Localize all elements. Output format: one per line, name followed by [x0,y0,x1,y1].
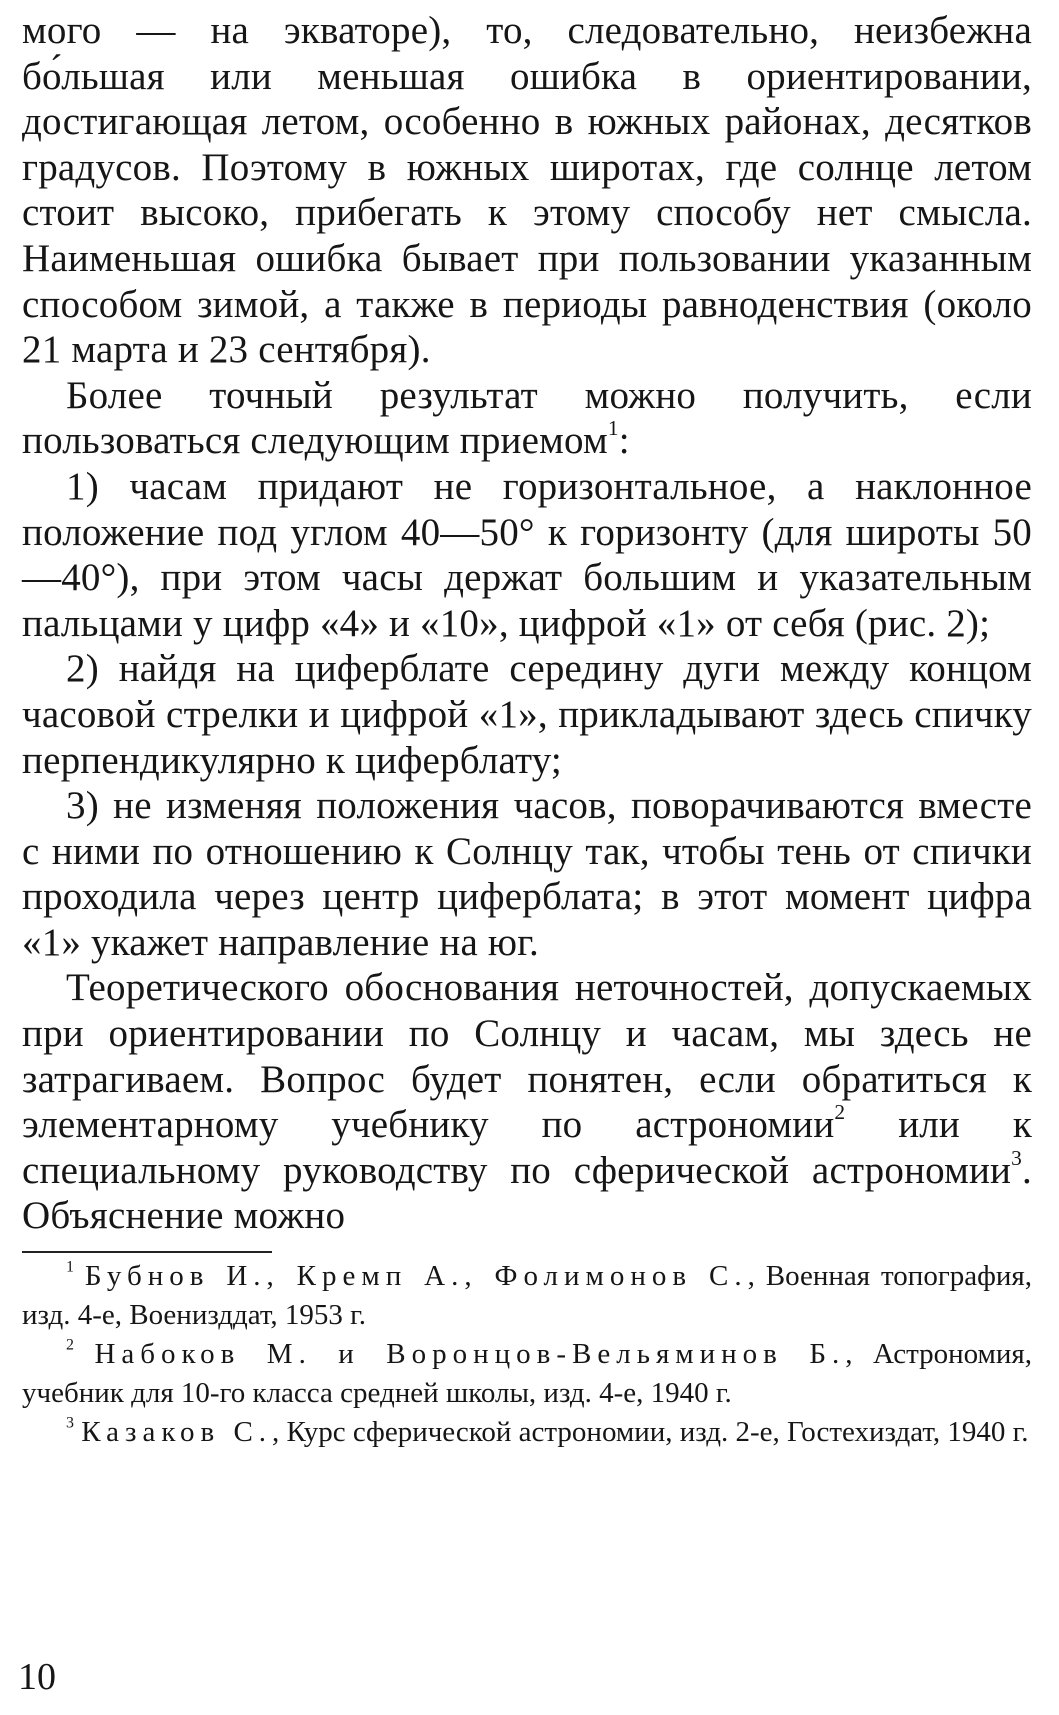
footnote-3 [22,1413,1032,1452]
page-number: 10 [18,1656,56,1698]
main-text [22,8,1032,1239]
footnote-text: , Астрономия, учебник для 10-го класса средней школы, изд. 4-е, 1940 г. [22,1338,1033,1410]
paragraph-method-intro [22,373,1032,464]
book-page [22,8,1032,1452]
footnote-1 [22,1257,1032,1335]
footnote-text: , Военная топография, изд. 4-е, Военизддат, 1953 г. [22,1260,1032,1332]
footnote-ref-3: 3 [1011,1145,1023,1170]
step-3: 3) не изменяя положения часов, поворачиваются вместе с ними по отношению к Солнцу так, чтобы тень от спички проходила через центр циферблата; в этот момент цифра «1» укажет направление на юг. [22,784,1032,964]
paragraph-theory-text-a: Теоретического обоснования неточностей, допускаемых при ориентировании по Солнцу и часам, мы здесь не затрагиваем. Вопрос будет понятен, если обратиться к элементарному учебнику по астрономии [22,966,1032,1147]
paragraph-theory [22,965,1032,1239]
paragraph-theory-text-c: . Объяснение можно [22,1148,1032,1238]
footnote-mark: 2 [66,1336,74,1354]
footnotes [22,1257,1032,1452]
footnote-authors: Набоков М. и Воронцов-Вельяминов Б. [94,1338,846,1371]
footnote-divider [22,1251,272,1253]
footnote-text: , Курс сферической астрономии, изд. 2-е, Гостехиздат, 1940 г. [272,1416,1029,1449]
step-2: 2) найдя на циферблате середину дуги между концом часовой стрелки и цифрой «1», прикладывают здесь спичку перпендикулярно к циферблату; [22,647,1032,782]
footnote-ref-2: 2 [834,1100,846,1125]
paragraph-method-text: Более точный результат можно получить, если пользоваться следующим приемом [22,373,1032,463]
paragraph-theory-text-b: или к специальному руководству по сферической астрономии [22,1103,1032,1192]
step-1: 1) часам придают не горизонтальное, а наклонное положение под углом 40—50° к горизонту (для широты 50—40°), при этом часы держат большим и указательным пальцами у цифр «4» и «10», цифрой «1» от себя (рис. 2); [22,464,1032,645]
footnote-ref-1: 1 [607,416,619,441]
paragraph-continuation: мого — на экваторе), то, следовательно, неизбежна бо́льшая или меньшая ошибка в ориентировании, достигающая летом, особенно в южных районах, десятков градусов. Поэтому в южных широтах, где солнце летом стоит высоко, прибегать к этому способу нет смысла. Наименьшая ошибка бывает при пользовании указанным способом зимой, а также в периоды равноденствия (около 21 марта и 23 сентября). [22,9,1032,372]
paragraph-method-colon: : [618,419,630,463]
footnote-mark: 1 [66,1258,74,1276]
footnote-2 [22,1335,1032,1413]
footnote-authors: Бубнов И., Кремп А., Фолимонов С. [84,1260,748,1293]
footnote-mark: 3 [66,1414,74,1432]
footnote-authors: Казаков С. [81,1416,273,1449]
